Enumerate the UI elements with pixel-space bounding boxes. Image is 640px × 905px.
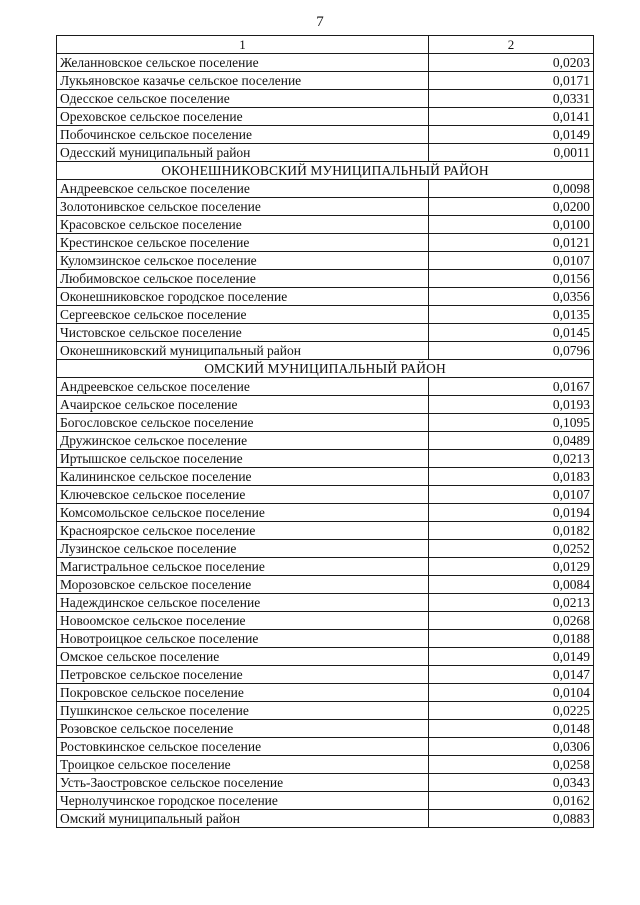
coefficient-value-cell: 0,0107 [429,486,594,504]
table-row [57,126,594,144]
settlement-name-cell: Красовское сельское поселение [57,216,429,234]
settlement-name-cell: Чернолучинское городское поселение [57,792,429,810]
table-row [57,486,594,504]
coefficient-value-cell: 0,1095 [429,414,594,432]
coefficient-value-cell: 0,0121 [429,234,594,252]
table-row [57,612,594,630]
table-row [57,540,594,558]
settlement-name-cell: Омский муниципальный район [57,810,429,828]
settlement-name-cell: Ачаирское сельское поселение [57,396,429,414]
coefficient-value-cell: 0,0084 [429,576,594,594]
table-row [57,396,594,414]
settlement-name-cell: Надеждинское сельское поселение [57,594,429,612]
settlement-name-cell: Омское сельское поселение [57,648,429,666]
table-row [57,792,594,810]
coefficient-value-cell: 0,0147 [429,666,594,684]
table-row [57,630,594,648]
table-row [57,738,594,756]
table-row [57,504,594,522]
settlement-name-cell: Петровское сельское поселение [57,666,429,684]
table-row [57,684,594,702]
coefficient-value-cell: 0,0213 [429,594,594,612]
settlement-name-cell: Андреевское сельское поселение [57,180,429,198]
settlement-name-cell: Желанновское сельское поселение [57,54,429,72]
section-header-row [57,360,594,378]
table-row [57,252,594,270]
table-row [57,234,594,252]
coefficient-value-cell: 0,0194 [429,504,594,522]
coefficient-value-cell: 0,0149 [429,648,594,666]
settlement-name-cell: Иртышское сельское поселение [57,450,429,468]
table-header-row [57,36,594,54]
settlement-name-cell: Одесское сельское поселение [57,90,429,108]
coefficient-value-cell: 0,0306 [429,738,594,756]
settlement-name-cell: Золотонивское сельское поселение [57,198,429,216]
table-row [57,756,594,774]
settlement-name-cell: Новоомское сельское поселение [57,612,429,630]
table-row [57,576,594,594]
table-row [57,666,594,684]
table-row [57,450,594,468]
settlement-name-cell: Оконешниковский муниципальный район [57,342,429,360]
settlement-name-cell: Лукьяновское казачье сельское поселение [57,72,429,90]
coefficient-value-cell: 0,0107 [429,252,594,270]
settlement-name-cell: Оконешниковское городское поселение [57,288,429,306]
coefficient-value-cell: 0,0489 [429,432,594,450]
coefficient-value-cell: 0,0171 [429,72,594,90]
table-row [57,72,594,90]
table-row [57,270,594,288]
coefficient-value-cell: 0,0162 [429,792,594,810]
table-row [57,324,594,342]
coefficient-value-cell: 0,0331 [429,90,594,108]
settlement-name-cell: Чистовское сельское поселение [57,324,429,342]
coefficient-value-cell: 0,0258 [429,756,594,774]
table-row [57,648,594,666]
settlement-name-cell: Побочинское сельское поселение [57,126,429,144]
coefficient-value-cell: 0,0200 [429,198,594,216]
column-header-2: 2 [429,36,594,54]
table-row [57,468,594,486]
coefficient-value-cell: 0,0252 [429,540,594,558]
settlement-name-cell: Розовское сельское поселение [57,720,429,738]
coefficient-value-cell: 0,0129 [429,558,594,576]
table-row [57,216,594,234]
coefficient-value-cell: 0,0343 [429,774,594,792]
settlement-name-cell: Андреевское сельское поселение [57,378,429,396]
table-row [57,198,594,216]
coefficient-value-cell: 0,0011 [429,144,594,162]
settlement-name-cell: Новотроицкое сельское поселение [57,630,429,648]
table-row [57,594,594,612]
table-row [57,702,594,720]
table-row [57,108,594,126]
coefficient-value-cell: 0,0193 [429,396,594,414]
settlement-name-cell: Любимовское сельское поселение [57,270,429,288]
settlement-name-cell: Магистральное сельское поселение [57,558,429,576]
coefficient-value-cell: 0,0182 [429,522,594,540]
coefficient-value-cell: 0,0145 [429,324,594,342]
coefficient-value-cell: 0,0268 [429,612,594,630]
table-row [57,144,594,162]
settlement-name-cell: Троицкое сельское поселение [57,756,429,774]
settlement-name-cell: Куломзинское сельское поселение [57,252,429,270]
coefficient-value-cell: 0,0213 [429,450,594,468]
coefficient-value-cell: 0,0883 [429,810,594,828]
settlement-name-cell: Богословское сельское поселение [57,414,429,432]
table-row [57,54,594,72]
coefficient-value-cell: 0,0183 [429,468,594,486]
settlement-name-cell: Сергеевское сельское поселение [57,306,429,324]
settlement-name-cell: Ростовкинское сельское поселение [57,738,429,756]
section-title: ОМСКИЙ МУНИЦИПАЛЬНЫЙ РАЙОН [57,360,594,378]
coefficient-value-cell: 0,0156 [429,270,594,288]
settlement-name-cell: Морозовское сельское поселение [57,576,429,594]
settlement-name-cell: Лузинское сельское поселение [57,540,429,558]
table-row [57,558,594,576]
table-row [57,342,594,360]
coefficient-value-cell: 0,0796 [429,342,594,360]
table-row [57,378,594,396]
table-row [57,774,594,792]
settlement-name-cell: Крестинское сельское поселение [57,234,429,252]
settlement-name-cell: Дружинское сельское поселение [57,432,429,450]
coefficient-value-cell: 0,0188 [429,630,594,648]
column-header-1: 1 [57,36,429,54]
table-row [57,810,594,828]
coefficient-value-cell: 0,0167 [429,378,594,396]
settlement-name-cell: Пушкинское сельское поселение [57,702,429,720]
section-header-row [57,162,594,180]
table-row [57,522,594,540]
table-row [57,90,594,108]
settlement-name-cell: Калининское сельское поселение [57,468,429,486]
table-row [57,414,594,432]
settlement-name-cell: Комсомольское сельское поселение [57,504,429,522]
section-title: ОКОНЕШНИКОВСКИЙ МУНИЦИПАЛЬНЫЙ РАЙОН [57,162,594,180]
coefficient-value-cell: 0,0203 [429,54,594,72]
data-table [56,35,594,828]
settlement-name-cell: Одесский муниципальный район [57,144,429,162]
table-row [57,288,594,306]
settlement-name-cell: Усть-Заостровское сельское поселение [57,774,429,792]
page-number: 7 [316,14,324,30]
coefficient-value-cell: 0,0098 [429,180,594,198]
table-row [57,306,594,324]
coefficient-value-cell: 0,0135 [429,306,594,324]
coefficient-value-cell: 0,0141 [429,108,594,126]
settlement-name-cell: Красноярское сельское поселение [57,522,429,540]
coefficient-value-cell: 0,0225 [429,702,594,720]
coefficient-value-cell: 0,0100 [429,216,594,234]
coefficient-value-cell: 0,0149 [429,126,594,144]
coefficient-value-cell: 0,0148 [429,720,594,738]
settlement-name-cell: Ореховское сельское поселение [57,108,429,126]
table-body [57,36,594,828]
settlement-name-cell: Ключевское сельское поселение [57,486,429,504]
table-row [57,432,594,450]
table-row [57,720,594,738]
coefficient-value-cell: 0,0356 [429,288,594,306]
table-row [57,180,594,198]
coefficient-value-cell: 0,0104 [429,684,594,702]
settlement-name-cell: Покровское сельское поселение [57,684,429,702]
